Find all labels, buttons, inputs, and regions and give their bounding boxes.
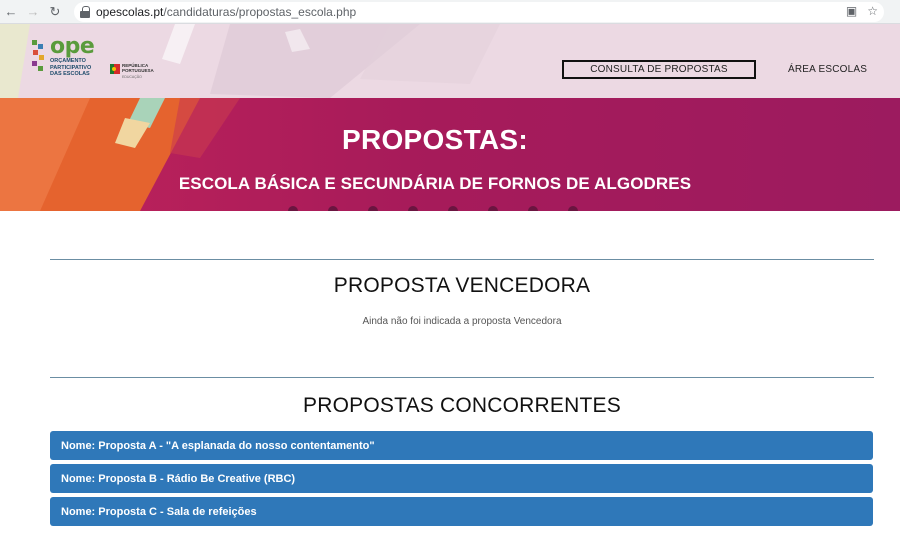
consulta-propostas-button[interactable]: CONSULTA DE PROPOSTAS <box>562 60 756 79</box>
ope-logo-text: ope <box>50 34 95 59</box>
star-icon[interactable]: ☆ <box>867 4 878 18</box>
address-bar[interactable] <box>74 2 884 22</box>
back-icon[interactable]: ← <box>4 4 18 19</box>
school-name: ESCOLA BÁSICA E SECUNDÁRIA DE FORNOS DE ALGODRES <box>178 174 692 193</box>
gov-dept: EDUCAÇÃO <box>122 75 142 79</box>
proposal-item-c[interactable]: Nome: Proposta C - Sala de refeições <box>50 497 873 526</box>
proposal-item-a[interactable]: Nome: Proposta A - "A esplanada do nosso contentamento" <box>50 431 873 460</box>
republica-portuguesa-logo <box>110 62 160 86</box>
translate-icon[interactable]: ▣ <box>845 4 858 18</box>
section-divider <box>50 377 874 378</box>
competitors-heading: PROPOSTAS CONCORRENTES <box>303 394 621 417</box>
winner-note: Ainda não foi indicada a proposta Vencedora <box>362 316 562 327</box>
forward-icon[interactable]: → <box>26 4 40 19</box>
hero-banner <box>0 98 900 211</box>
banner-dots <box>0 204 900 211</box>
proposal-item-b[interactable]: Nome: Proposta B - Rádio Be Creative (RBC) <box>50 464 873 493</box>
winner-heading: PROPOSTA VENCEDORA <box>333 274 591 297</box>
site-header <box>0 24 900 98</box>
reload-icon[interactable]: ↻ <box>49 3 61 19</box>
url-text: opescolas.pt/candidaturas/propostas_escola.php <box>96 5 357 19</box>
ope-logo-subtitle: ORÇAMENTO PARTICIPATIVO DAS ESCOLAS <box>50 58 92 77</box>
header-decoration <box>0 24 900 98</box>
gov-name: REPÚBLICA PORTUGUESA <box>122 63 154 73</box>
flag-icon <box>110 64 120 74</box>
browser-toolbar <box>0 0 900 24</box>
page-title: PROPOSTAS: <box>341 124 529 155</box>
lock-icon <box>80 6 90 18</box>
ope-logo-mark <box>30 36 48 78</box>
section-divider <box>50 259 874 260</box>
area-escolas-link[interactable]: ÁREA ESCOLAS <box>788 64 868 75</box>
